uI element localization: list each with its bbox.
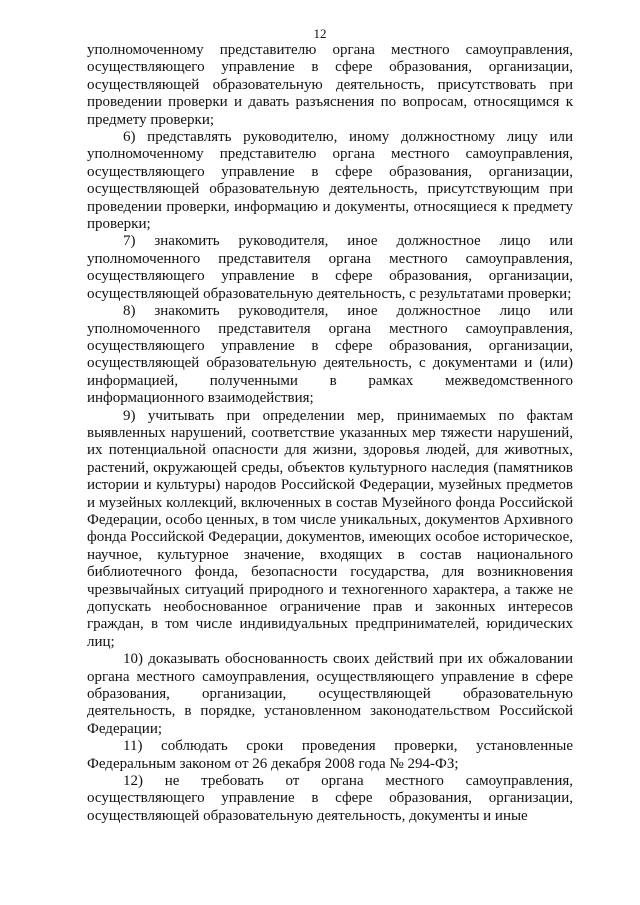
paragraph-item-12: 12) не требовать от органа местного самоуправления, осуществляющего управление в сфере образования, организации, осуществляющей образовательную деятельность, документы и иные bbox=[87, 773, 573, 824]
paragraph-continuation: уполномоченному представителю органа местного самоуправления, осуществляющего управление в сфере образования, организации, осуществляющей образовательную деятельность, присутствовать при проведении проверки и давать разъяснения по вопросам, относящимся к предмету проверки; bbox=[87, 42, 573, 128]
paragraph-item-11: 11) соблюдать сроки проведения проверки, установленные Федеральным законом от 26 декабря 2008 года № 294-ФЗ; bbox=[87, 738, 573, 772]
page-number: 12 bbox=[313, 26, 327, 41]
document-body bbox=[87, 42, 573, 825]
paragraph-item-6: 6) представлять руководителю, иному должностному лицу или уполномоченному представителю органа местного самоуправления, осуществляющего управление в сфере образования, организации, осуществляющей образовательную деятельность, присутствующим при проведении проверки, информацию и документы, относящиеся к предмету проверки; bbox=[87, 129, 573, 233]
paragraph-item-8: 8) знакомить руководителя, иное должностное лицо или уполномоченного представителя органа местного самоуправления, осуществляющего управление в сфере образования, организации, осуществляющей образовательную деятельность, с документами и (или) информацией, полученными в рамках межведомственного информационного взаимодействия; bbox=[87, 303, 573, 407]
paragraph-item-9: 9) учитывать при определении мер, принимаемых по фактам выявленных нарушений, соответствие указанных мер тяжести нарушений, их потенциальной опасности для жизни, здоровья людей, для животных, растений, окружающей среды, объектов культурного наследия (памятников истории и культуры) народов Российской Федерации, музейных предметов и музейных коллекций, включенных в состав Музейного фонда Российской Федерации, особо ценных, в том числе уникальных, документов Архивного фонда Российской Федерации, документов, имеющих особое историческое, научное, культурное значение, входящих в состав национального библиотечного фонда, безопасности государства, для возникновения чрезвычайных ситуаций природного и техногенного характера, а также не допускать необоснованное ограничение прав и законных интересов граждан, в том числе индивидуальных предпринимателей, юридических лиц; bbox=[87, 407, 573, 650]
paragraph-item-7: 7) знакомить руководителя, иное должностное лицо или уполномоченного представителя органа местного самоуправления, осуществляющего управление в сфере образования, организации, осуществляющей образовательную деятельность, с результатами проверки; bbox=[87, 233, 573, 302]
paragraph-item-10: 10) доказывать обоснованность своих действий при их обжаловании органа местного самоуправления, осуществляющего управление в сфере образования, организации, осуществляющей образовательную деятельность, в порядке, установленном законодательством Российской Федерации; bbox=[87, 651, 573, 737]
